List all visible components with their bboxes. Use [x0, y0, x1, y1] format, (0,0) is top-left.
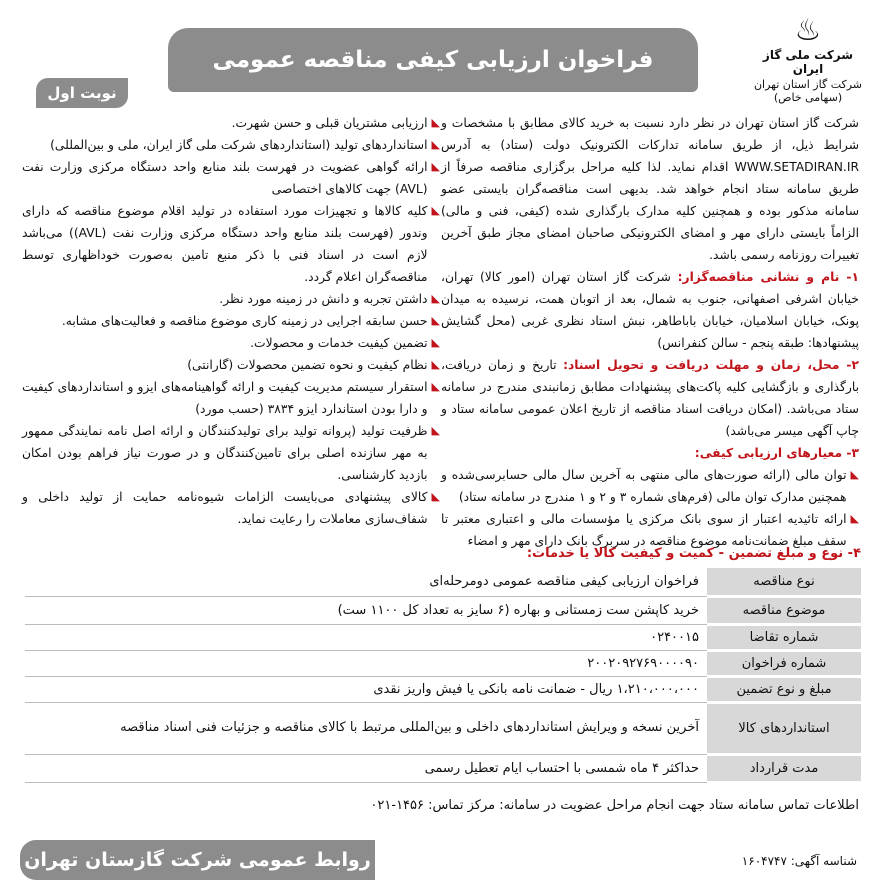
- list-item: ◣ استقرار سیستم مدیریت کیفیت و ارائه گواهینامه‌های ایزو و استانداردهای کیفیت و دارا بودن استاندارد ایزو ۳۸۳۴ (حسب مورد): [22, 376, 440, 420]
- row-key: استانداردهای کالا: [707, 702, 861, 754]
- bullet-icon: ◣: [431, 358, 440, 371]
- table-row: [25, 568, 861, 596]
- right-column: [441, 112, 859, 552]
- row-value: ۰۲۴۰۰۱۵: [25, 624, 707, 650]
- table-row: [25, 650, 861, 676]
- bullet-icon: ◣: [431, 204, 440, 217]
- row-value: خرید کاپشن ست زمستانی و بهاره (۶ سایز به تعداد کل ۱۱۰۰ ست): [25, 596, 707, 624]
- row-key: مدت قرارداد: [707, 754, 861, 782]
- bullet-icon: ◣: [850, 512, 859, 525]
- list-item: ◣ تضمین کیفیت خدمات و محصولات.: [22, 332, 440, 354]
- ad-id: شناسه آگهی: ۱۶۰۴۷۴۷: [741, 854, 857, 868]
- list-item: ◣ حسن سابقه اجرایی در زمینه کاری موضوع مناقصه و فعالیت‌های مشابه.: [22, 310, 440, 332]
- company-logo: [749, 13, 867, 104]
- row-key: شماره تقاضا: [707, 624, 861, 650]
- section4-heading: ۴- نوع و مبلغ تضمین - کمیت و کیفیت کالا یا خدمات:: [526, 546, 861, 561]
- list-item: ◣ ارائه گواهی عضویت در فهرست بلند منابع واحد دستگاه مرکزی وزارت نفت (AVL) جهت کالاهای اختصاصی: [22, 156, 440, 200]
- row-key: موضوع مناقصه: [707, 596, 861, 624]
- bullet-icon: ◣: [850, 468, 859, 481]
- bullet-icon: ◣: [431, 424, 440, 437]
- left-column: [22, 112, 440, 530]
- section1: [441, 266, 859, 354]
- section1-heading: ۱- نام و نشانی مناقصه‌گزار:: [677, 270, 859, 284]
- list-item: ◣ داشتن تجربه و دانش در زمینه مورد نظر.: [22, 288, 440, 310]
- row-value: حداکثر ۴ ماه شمسی با احتساب ایام تعطیل رسمی: [25, 754, 707, 782]
- contact-info: اطلاعات تماس سامانه ستاد جهت انجام مراحل عضویت در سامانه: مرکز تماس: ۱۴۵۶-۰۲۱: [370, 798, 859, 813]
- round-badge: نوبت اول: [36, 78, 128, 108]
- bullet-icon: ◣: [431, 160, 440, 173]
- row-value: فراخوان ارزیابی کیفی مناقصه عمومی دومرحله‌ای: [25, 568, 707, 596]
- bullet-icon: ◣: [431, 490, 440, 503]
- public-relations-banner: روابط عمومی شرکت گازستان تهران: [20, 840, 375, 880]
- page-title: فراخوان ارزیابی کیفی مناقصه عمومی: [168, 28, 698, 92]
- row-key: نوع مناقصه: [707, 568, 861, 596]
- intro-paragraph: شرکت گاز استان تهران در نظر دارد نسبت به خرید کالای مطابق با مشخصات و شرایط ذیل، از طریق سامانه تدارکات الکترونیک دولت (ستاد) به آدرس WWW.SETADIRAN.IR اقدام نماید. لذا کلیه مراحل برگزاری مناقصه صرفاً از طریق سامانه ستاد انجام خواهد شد. بدیهی است مناقصه‌گران بایستی عضو سامانه مذکور بوده و همچنین کلیه مدارک بارگذاری شده (کیفی، فنی و مالی) الزاماً بایستی دارای مهر و امضای الکترونیکی صاحبان امضای مجاز طبق آخرین تغییرات روزنامه رسمی باشد.: [441, 116, 859, 262]
- list-item: ◣ ارزیابی مشتریان قبلی و حسن شهرت.: [22, 112, 440, 134]
- list-item: ◣ استانداردهای تولید (استانداردهای شرکت ملی گاز ایران، ملی و بین‌المللی): [22, 134, 440, 156]
- bullet-icon: ◣: [431, 116, 440, 129]
- bullet-icon: ◣: [431, 380, 440, 393]
- list-item: ◣ نظام کیفیت و نحوه تضمین محصولات (گارانتی): [22, 354, 440, 376]
- table-row: [25, 596, 861, 624]
- logo-line2: شرکت گاز استان تهران (سهامی خاص): [753, 78, 863, 104]
- bullet-icon: ◣: [431, 314, 440, 327]
- section2-heading: ۲- محل، زمان و مهلت دریافت و تحویل اسناد:: [563, 358, 859, 372]
- list-item: ◣ ارائه تائیدیه اعتبار از سوی بانک مرکزی یا مؤسسات مالی و اعتباری معتبر تا سقف مبلغ ضمانت‌نامه موضوع مناقصه در سربرگ بانک دارای مهر و امضاء: [441, 508, 859, 552]
- bullet-icon: ◣: [431, 292, 440, 305]
- table-row: [25, 676, 861, 702]
- section3-heading: ۳- معیارهای ارزیابی کیفی:: [694, 446, 859, 460]
- list-item: ◣ ظرفیت تولید (پروانه تولید برای تولیدکنندگان و ارائه اصل نامه نمایندگی ممهور به مهر سازنده اصلی برای تامین‌کنندگان و در صورت نیاز فراهم بودن امکان بازدید کارشناسی.: [22, 420, 440, 486]
- bullet-icon: ◣: [431, 138, 440, 151]
- table-row: [25, 702, 861, 754]
- list-item: ◣ کلیه کالاها و تجهیزات مورد استفاده در تولید اقلام موضوع مناقصه که دارای وندور (فهرست بلند منابع واحد دستگاه مرکزی وزارت نفت (AVL)) می‌باشد لازم است در اسناد فنی با ذکر منبع تامین به‌صورت خوداظهاری توسط مناقصه‌گران اعلام گردد.: [22, 200, 440, 288]
- list-item: ◣ توان مالی (ارائه صورت‌های مالی منتهی به آخرین سال مالی حسابرسی‌شده و همچنین مدارک توان مالی (فرم‌های شماره ۳ و ۲ و ۱ مندرج در سامانه ستاد): [441, 464, 859, 508]
- table-row: [25, 754, 861, 782]
- bullet-icon: ◣: [431, 336, 440, 349]
- logo-line1: شرکت ملی گاز ایران: [762, 48, 854, 76]
- row-value: ۲۰۰۲۰۹۲۷۶۹۰۰۰۰۹۰: [25, 650, 707, 676]
- gas-flame-icon: ♨: [794, 13, 822, 48]
- row-key: مبلغ و نوع تضمین: [707, 676, 861, 702]
- list-item: ◣ کالای پیشنهادی می‌بایست الزامات شیوه‌نامه حمایت از تولید داخلی و شفاف‌سازی معاملات را رعایت نماید.: [22, 486, 440, 530]
- row-value: آخرین نسخه و ویرایش استانداردهای داخلی و بین‌المللی مرتبط با کالای مناقصه و جزئیات فنی اسناد مناقصه: [25, 702, 707, 754]
- row-value: ۱،۲۱۰،۰۰۰،۰۰۰ ریال - ضمانت نامه بانکی یا فیش واریز نقدی: [25, 676, 707, 702]
- table-row: [25, 624, 861, 650]
- row-key: شماره فراخوان: [707, 650, 861, 676]
- section1-text: شرکت گاز استان تهران (امور کالا) تهران، خیابان اشرفی اصفهانی، جنوب به شمال، بعد از اتوبان همت، نرسیده به میدان پونک، خیابان اسلامیان، خیابان باباطاهر، نبش استاد نظری غربی (محل گشایش پیشنهادها: طبقه پنجم - سالن کنفرانس): [441, 270, 859, 350]
- tender-details-table: [25, 568, 861, 784]
- section2-text: تاریخ و زمان دریافت، بارگذاری و بازگشایی کلیه پاکت‌های پیشنهادات مطابق زمانبندی مندرج در سامانه ستاد می‌باشد. (امکان دریافت اسناد مناقصه از تاریخ اعلان عمومی سامانه ستاد و چاپ آگهی میسر می‌باشد): [441, 358, 859, 438]
- section2: [441, 354, 859, 442]
